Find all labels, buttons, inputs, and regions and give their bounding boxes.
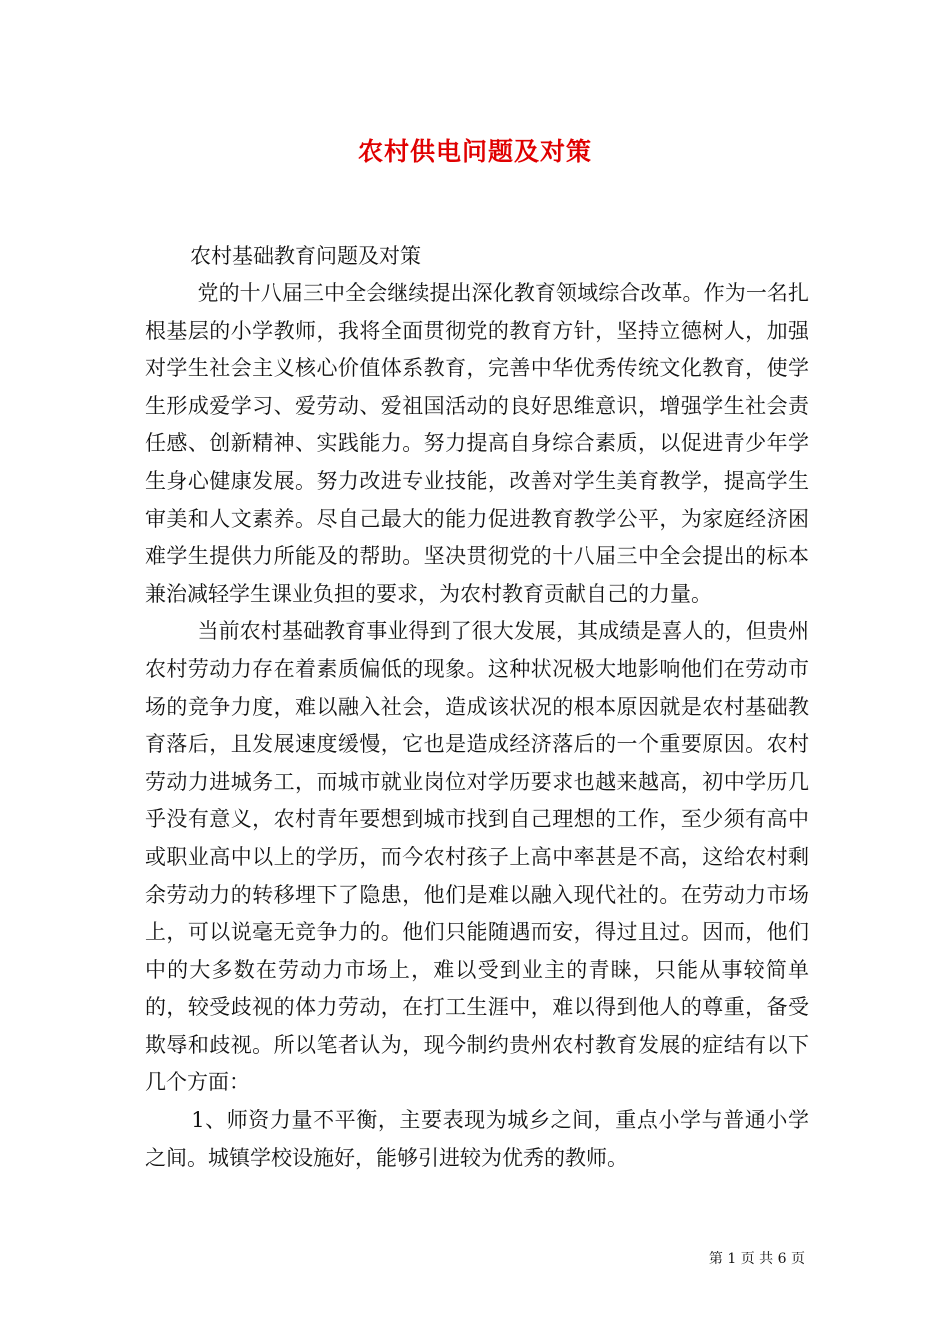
document-body — [145, 275, 809, 1177]
page-number-footer: 第 1 页 共 6 页 — [708, 1251, 805, 1267]
document-subtitle: 农村基础教育问题及对策 — [190, 244, 421, 268]
paragraph-3: 1、师资力量不平衡，主要表现为城乡之间，重点小学与普通小学之间。城镇学校设施好，能够引进较为优秀的教师。 — [145, 1108, 809, 1170]
paragraph-1: 党的十八届三中全会继续提出深化教育领域综合改革。作为一名扎根基层的小学教师，我将全面贯彻党的教育方针，坚持立德树人，加强对学生社会主义核心价值体系教育，完善中华优秀传统文化教育，使学生形成爱学习、爱劳动、爱祖国活动的良好思维意识，增强学生社会责任感、创新精神、实践能力。努力提高自身综合素质，以促进青少年学生身心健康发展。努力改进专业技能，改善对学生美育教学，提高学生审美和人文素养。尽自己最大的能力促进教育教学公平，为家庭经济困难学生提供力所能及的帮助。坚决贯彻党的十八届三中全会提出的标本兼治减轻学生课业负担的要求，为农村教育贡献自己的力量。 — [145, 281, 809, 606]
paragraph-2: 当前农村基础教育事业得到了很大发展，其成绩是喜人的，但贵州农村劳动力存在着素质偏低的现象。这种状况极大地影响他们在劳动市场的竞争力度，难以融入社会，造成该状况的根本原因就是农村基础教育落后，且发展速度缓慢，它也是造成经济落后的一个重要原因。农村劳动力进城务工，而城市就业岗位对学历要求也越来越高，初中学历几乎没有意义，农村青年要想到城市找到自己理想的工作，至少须有高中或职业高中以上的学历，而今农村孩子上高中率甚是不高，这给农村剩余劳动力的转移埋下了隐患，他们是难以融入现代社的。在劳动力市场上，可以说毫无竞争力的。他们只能随遇而安，得过且过。因而，他们中的大多数在劳动力市场上，难以受到业主的青睐，只能从事较简单的，较受歧视的体力劳动，在打工生涯中，难以得到他人的尊重，备受欺辱和歧视。所以笔者认为，现今制约贵州农村教育发展的症结有以下几个方面： — [145, 619, 809, 1095]
document-title: 农村供电问题及对策 — [357, 137, 592, 166]
